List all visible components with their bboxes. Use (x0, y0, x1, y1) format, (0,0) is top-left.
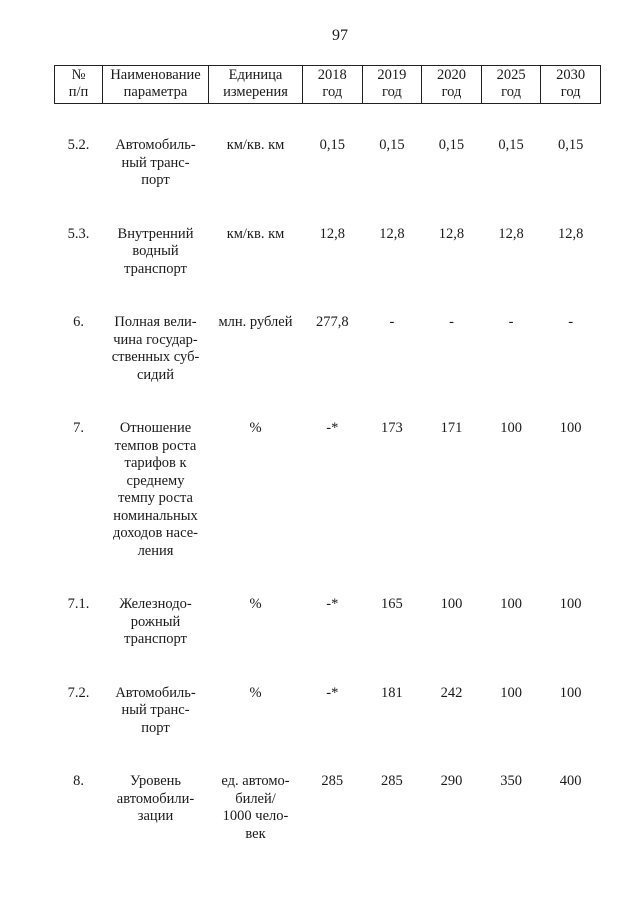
year-value: -* (326, 596, 339, 612)
row-number: 7. (73, 420, 84, 436)
parameter-name: Железнодо- рожный транспорт (119, 596, 192, 647)
header-year-label: 2019 (377, 67, 407, 83)
row-spacer (55, 649, 601, 685)
year-value: - (389, 314, 395, 330)
header-unit (209, 66, 303, 104)
table-row (55, 596, 601, 649)
header-year-suffix: год (560, 84, 581, 100)
header-year-label: 2018 (317, 67, 347, 83)
year-value: 285 (321, 773, 344, 789)
year-value: 100 (500, 684, 522, 701)
header-name-line2: параметра (123, 84, 188, 100)
table-row (55, 314, 601, 384)
year-value: -* (326, 684, 339, 701)
year-value: 12,8 (498, 225, 524, 242)
header-year-2025 (481, 66, 541, 104)
row-spacer-cell (55, 649, 601, 685)
header-year-suffix: год (322, 84, 343, 100)
row-spacer-cell (55, 737, 601, 773)
header-unit-line2: измерения (223, 84, 288, 100)
year-value: - (508, 314, 514, 330)
header-name (103, 66, 209, 104)
year-value: - (568, 314, 574, 330)
header-year-2020 (422, 66, 482, 104)
year-value: 277,8 (315, 314, 349, 330)
unit-of-measure: млн. рублей (218, 314, 293, 330)
header-year-suffix: год (501, 84, 521, 100)
parameter-name: Отношение темпов роста тарифов к среднему темпу роста номинальных доходов насе- ления (113, 420, 198, 559)
header-year-label: 2020 (436, 67, 466, 83)
year-value: 350 (500, 773, 522, 789)
year-value: 100 (559, 684, 582, 701)
year-value: 165 (381, 596, 403, 612)
year-value: 0,15 (379, 137, 405, 153)
year-value: 100 (559, 596, 582, 612)
unit-of-measure: % (249, 684, 262, 701)
row-spacer-cell (55, 384, 601, 420)
table-body (55, 104, 601, 844)
parameter-name: Внутренний водный транспорт (117, 225, 194, 277)
unit-of-measure: % (249, 420, 262, 436)
row-spacer (55, 190, 601, 226)
row-spacer-cell (55, 278, 601, 314)
table-row (55, 773, 601, 843)
year-value: 173 (381, 420, 403, 436)
header-num (55, 66, 103, 104)
year-value: - (449, 314, 454, 330)
header-num-line2: п/п (68, 84, 89, 100)
year-value: 12,8 (379, 225, 405, 242)
year-value: 12,8 (438, 225, 465, 242)
year-value: 100 (440, 596, 463, 612)
year-value: 290 (440, 773, 463, 789)
header-year-label: 2025 (496, 67, 526, 83)
page-number: 97 (332, 27, 348, 44)
header-year-label: 2030 (556, 67, 586, 83)
year-value: 12,8 (319, 225, 345, 242)
row-number: 7.1. (67, 596, 90, 612)
header-year-suffix: год (441, 84, 462, 100)
year-value: 400 (559, 773, 582, 789)
parameter-name: Полная вели- чина государ- ственных суб- сидий (111, 314, 200, 383)
year-value: 0,15 (319, 137, 345, 153)
unit-of-measure: км/кв. км (226, 225, 285, 242)
row-spacer (55, 104, 601, 138)
year-value: 100 (500, 420, 522, 436)
year-value: 242 (440, 684, 463, 701)
table-header (55, 66, 601, 104)
year-value: 100 (500, 596, 522, 612)
year-value: 285 (381, 773, 403, 789)
header-year-suffix: год (381, 84, 402, 100)
table-row (55, 226, 601, 279)
table-row (55, 420, 601, 560)
header-name-line1: Наименование (110, 67, 201, 83)
year-value: 12,8 (557, 225, 584, 242)
row-number: 7.2. (67, 684, 90, 701)
parameter-name: Автомобиль- ный транс- порт (115, 137, 196, 188)
row-spacer-cell (55, 190, 601, 226)
table-row (55, 685, 601, 738)
parameter-name: Автомобиль- ный транс- порт (115, 684, 196, 736)
unit-of-measure: ед. автомо- билей/ 1000 чело- век (221, 773, 290, 842)
row-number: 8. (73, 773, 84, 789)
row-number: 5.2. (67, 137, 90, 153)
year-value: 0,15 (498, 137, 524, 153)
row-spacer-cell (55, 104, 601, 138)
table-row (55, 137, 601, 190)
row-spacer (55, 737, 601, 773)
year-value: 0,15 (438, 137, 465, 153)
row-spacer (55, 278, 601, 314)
row-spacer-cell (55, 560, 601, 596)
header-year-2019 (362, 66, 422, 104)
row-number: 6. (73, 314, 84, 330)
year-value: 171 (440, 420, 463, 436)
header-year-2030 (541, 66, 601, 104)
unit-of-measure: % (249, 596, 262, 612)
year-value: 100 (559, 420, 582, 436)
year-value: 0,15 (557, 137, 584, 153)
year-value: 181 (381, 684, 403, 701)
header-year-2018 (303, 66, 363, 104)
parameters-table (54, 65, 601, 843)
unit-of-measure: км/кв. км (226, 137, 285, 153)
row-spacer (55, 560, 601, 596)
year-value: -* (326, 420, 339, 436)
header-num-line1: № (71, 67, 86, 83)
row-number: 5.3. (67, 225, 90, 242)
header-unit-line1: Единица (228, 67, 283, 83)
row-spacer (55, 384, 601, 420)
parameter-name: Уровень автомобили- зации (116, 773, 195, 824)
